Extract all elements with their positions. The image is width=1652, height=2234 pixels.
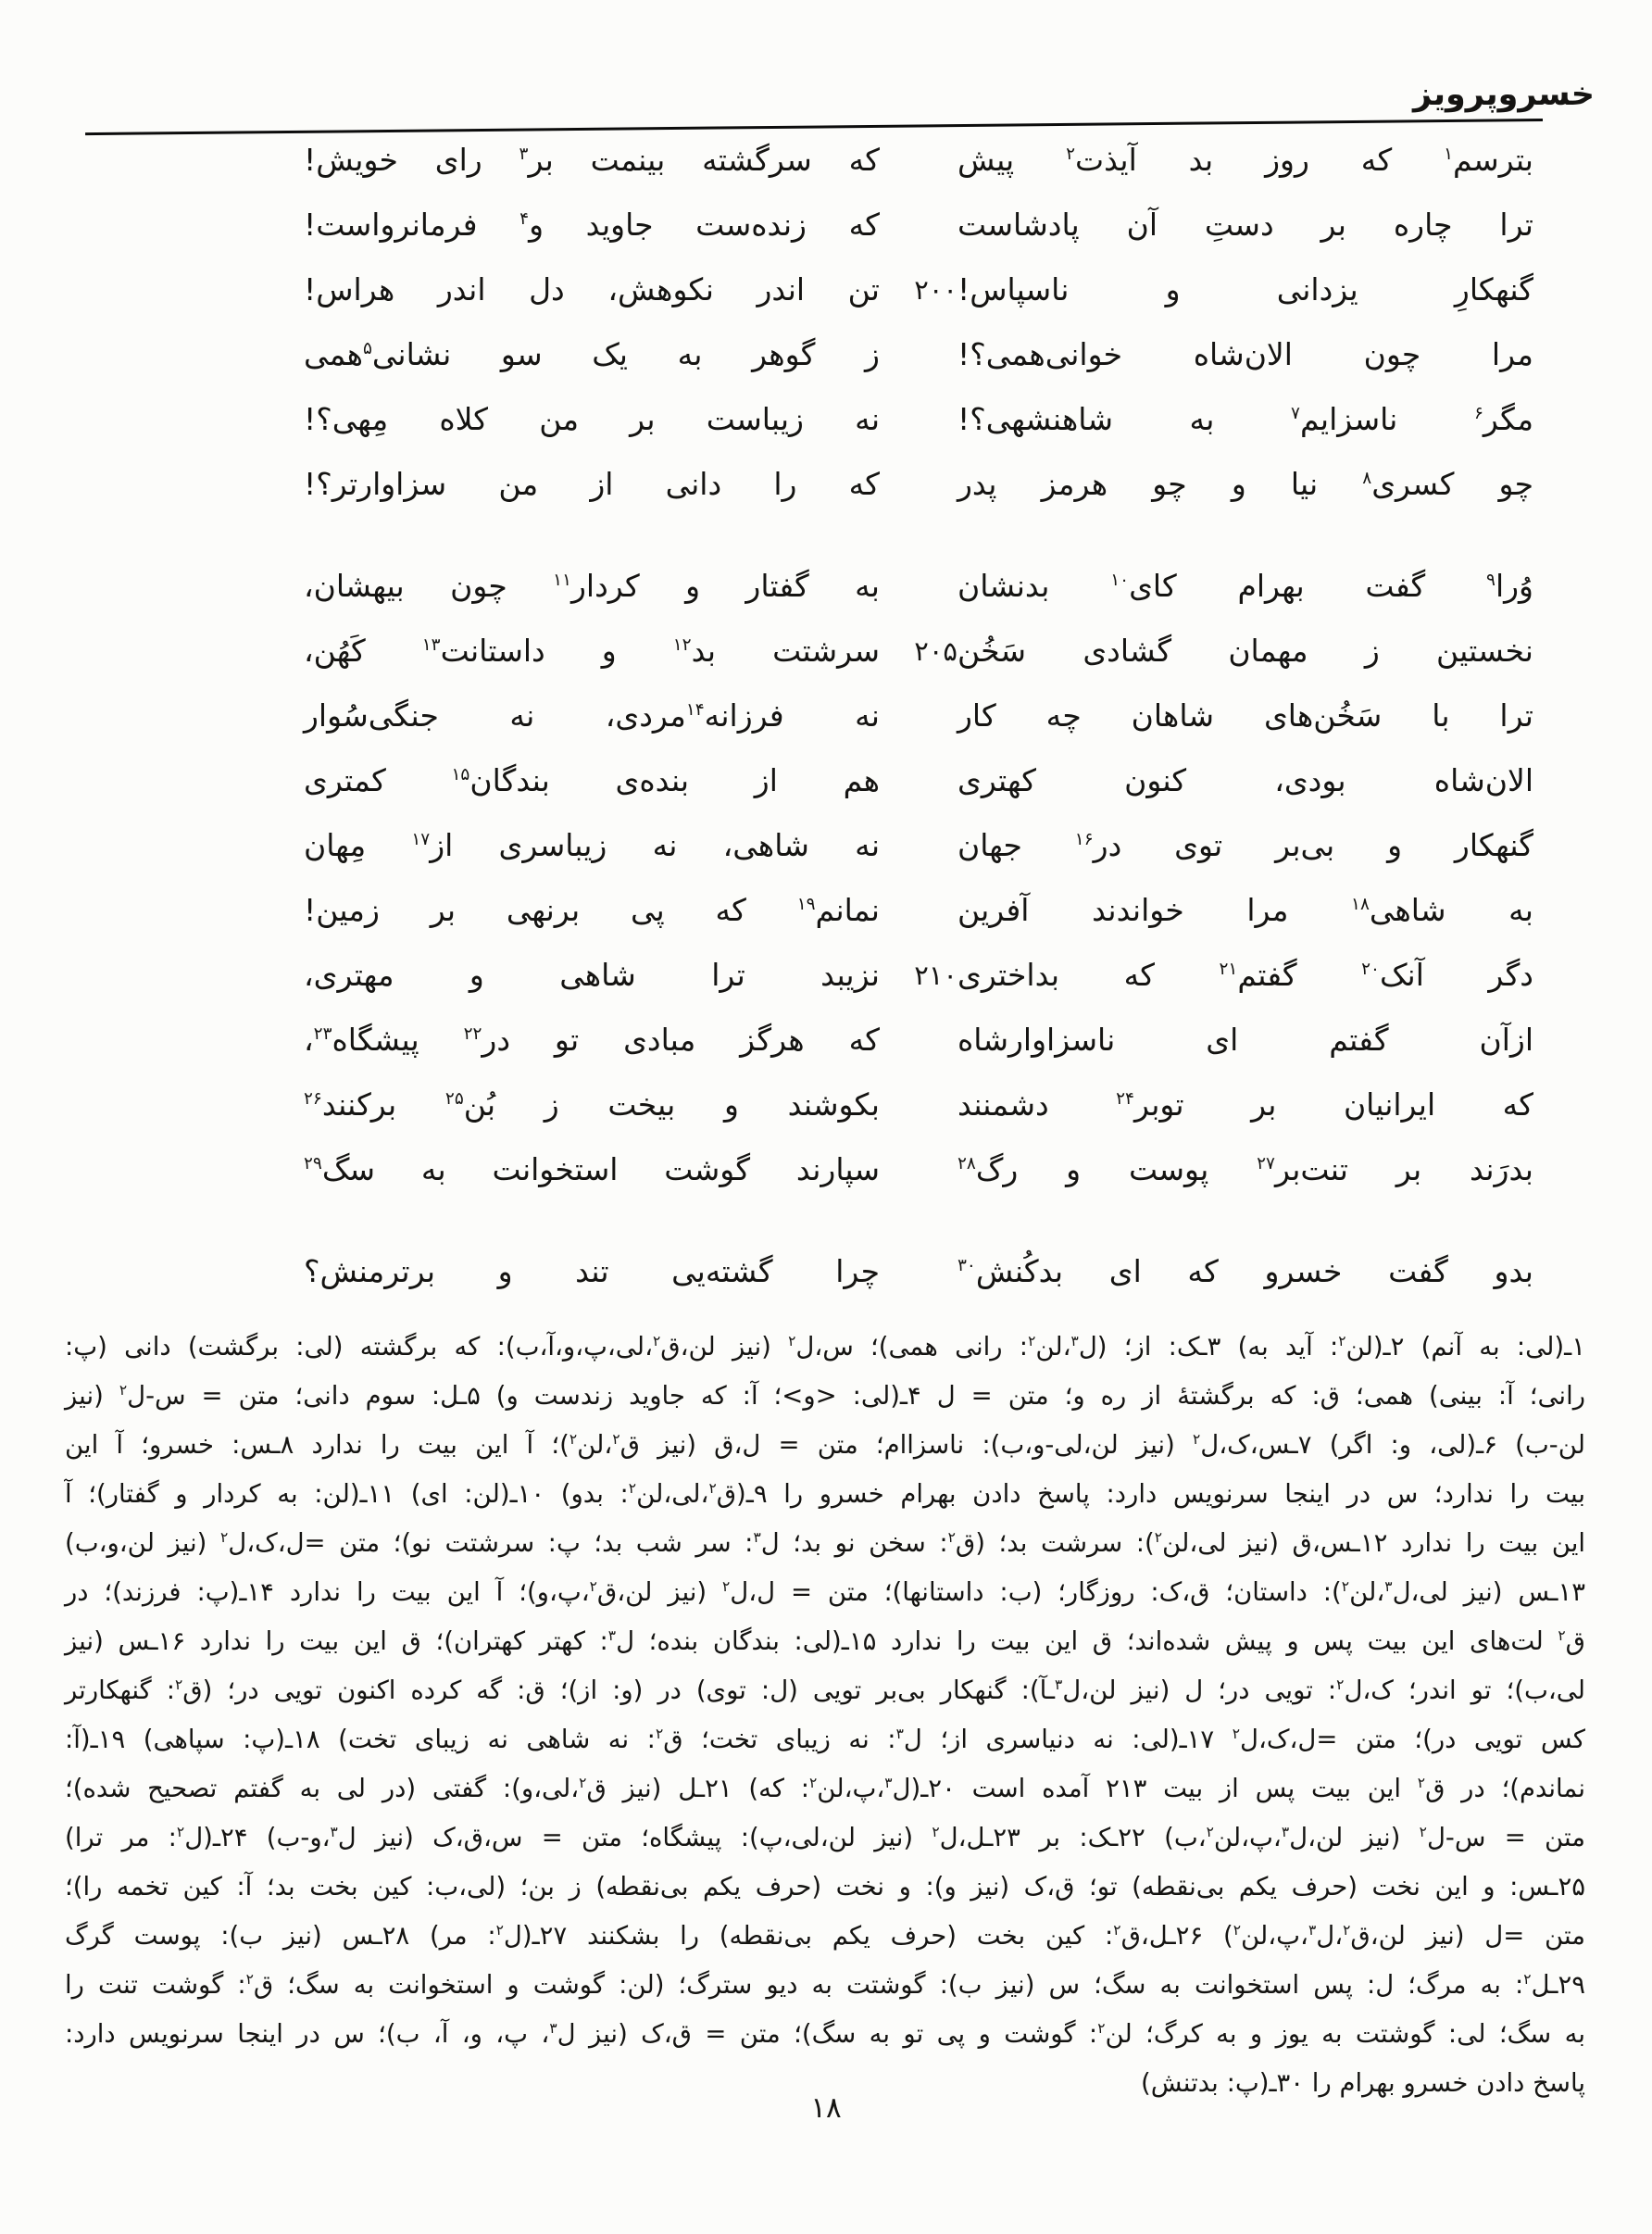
couplet-row xyxy=(304,128,1533,193)
couplet-row xyxy=(304,1073,1533,1137)
couplet-row xyxy=(304,813,1533,878)
hemistich-second: سرشتت بد$^{۱۲}$ و داستانت$^{۱۳}$ کَهُن، xyxy=(304,633,880,670)
hemistich-first: نخستین ز مهمان گشادی سَخُن xyxy=(957,633,1533,670)
stanza xyxy=(304,128,1533,517)
footnote-line: ۲۵ـس: و این نخت (حرف یکم بی‌نقطه) تو؛ ق،ک (نیز و): و نخت (حرف یکم بی‌نقطه) ز بن؛ (لی،ب: کین بخت بد؛ آ: کین تخمه را)؛ xyxy=(65,1872,1585,1901)
footnote-line: به سگ؛ لی: گوشتت به یوز و به کرگ؛ لن$^۲$: گوشت و پی تو به سگ)؛ متن = ق،ک (نیز ل$^۳$، پ، و، آ، ب)؛ س در اینجا سرنویس دارد: xyxy=(65,2019,1585,2049)
footnote-line: رانی؛ آ: بینی) همی؛ ق: که برگشتهٔ از ره و؛ متن = ل ۴ـ(لی: <و>؛ آ: که جاوید زندست و) ۵ـل: سوم دانی؛ متن = س-ل$^۲$ (نیز xyxy=(65,1381,1585,1411)
footnote-line: ق$^۲$ لت‌های این بیت پس و پیش شده‌اند؛ ق این بیت را ندارد ۱۵ـ(لی: بندگان بنده؛ ل$^۳$: کهتر کهتران)؛ ق این بیت را ندارد ۱۶ـس (نیز xyxy=(65,1626,1585,1656)
hemistich-second: سپارند گوشت استخوانت به سگ$^{۲۹}$ xyxy=(304,1151,880,1188)
verse-number: ۲۰۵ xyxy=(914,635,957,667)
couplet-row xyxy=(304,878,1533,943)
couplet-row xyxy=(304,1239,1533,1304)
page-header-title: خسروپرویز xyxy=(1413,76,1595,113)
hemistich-second: که هرگز مبادی تو در$^{۲۲}$ پیشگاه$^{۲۳}$، xyxy=(304,1022,881,1059)
hemistich-first: دگر آنک$^{۲۰}$ گفتم$^{۲۱}$ که بداختری xyxy=(957,957,1533,994)
stanza xyxy=(304,1239,1533,1304)
couplet-row xyxy=(304,193,1533,257)
footnote-line: ۱۳ـس (نیز لی،ل$^۳$،لن$^۲$): داستان؛ ق،ک: روزگار؛ (ب: داستانها)؛ متن = ل،ل$^۲$ (نیز لن،ق$^۲$،پ،و)؛ آ این بیت را ندارد ۱۴ـ(پ: فرزند)؛ در xyxy=(65,1577,1585,1607)
couplet-row xyxy=(304,684,1533,748)
hemistich-first: که ایرانیان بر توبر$^{۲۴}$ دشمنند xyxy=(957,1086,1533,1123)
couplet-row xyxy=(304,257,1533,322)
hemistich-second: که زنده‌ست جاوید و$^۴$ فرمانرواست! xyxy=(304,207,880,244)
hemistich-first: ترا با سَخُن‌های شاهان چه کار xyxy=(957,697,1533,734)
couplet-row xyxy=(304,943,1533,1008)
couplet-row xyxy=(304,387,1533,452)
hemistich-first: به شاهی$^{۱۸}$ مرا خواندند آفرین xyxy=(957,892,1533,929)
footnote-line: پاسخ دادن خسرو بهرام را ۳۰ـ(پ: بدتنش) xyxy=(1141,2068,1585,2098)
verse-number: ۲۱۰ xyxy=(914,960,957,991)
hemistich-first: گنهکارِ یزدانی و ناسپاس! xyxy=(957,271,1533,308)
hemistich-second: که سرگشته بینمت بر$^۳$ رای خویش! xyxy=(304,142,880,179)
hemistich-second: نمانم$^{۱۹}$ که پی برنهی بر زمین! xyxy=(304,892,880,929)
hemistich-first: مرا چون الان‌شاه خوانی‌همی؟! xyxy=(957,336,1533,373)
hemistich-first: ازآن گفتم ای ناسزاوارشاه xyxy=(957,1022,1533,1059)
footnote-line: ۱ـ(لی: به آنم) ۲ـ(لن$^۲$: آید به) ۳ـک: از؛ (ل$^۳$،لن$^۲$: رانی همی)؛ س،ل$^۲$ (نیز لن،ق$^۲$،لی،پ،و،آ،ب): که برگشته (لی: برگشت) دانی (پ: xyxy=(65,1332,1585,1362)
hemistich-second: بکوشند و بیخت ز بُن$^{۲۵}$ برکنند$^{۲۶}$ xyxy=(304,1086,880,1123)
hemistich-second: که را دانی از من سزاوارتر؟! xyxy=(304,466,880,503)
couplet-row xyxy=(304,1008,1533,1073)
footnote-line: این بیت را ندارد ۱۲ـس،ق (نیز لی،لن$^۲$): سرشت بد؛ (ق$^۲$: سخن نو بد؛ ل$^۳$: سر شب بد؛ پ: سرشتت نو)؛ متن =ل،ک،ل$^۲$ (نیز لن،و،ب) xyxy=(65,1528,1585,1558)
hemistich-first: بترسم$^۱$ که روز بد آیذت$^۲$ پیش xyxy=(957,142,1533,179)
couplet-row xyxy=(304,748,1533,813)
footnotes xyxy=(65,1323,1585,2108)
hemistich-second: نه زیباست بر من کلاه مِهی؟! xyxy=(304,401,880,438)
hemistich-second: چرا گشته‌یی تند و برترمنش؟ xyxy=(304,1253,880,1290)
hemistich-first: بدرَند بر تنت‌بر$^{۲۷}$ پوست و رگ$^{۲۸}$ xyxy=(957,1151,1533,1188)
hemistich-first: مگر$^۶$ ناسزایم$^۷$ به شاهنشهی؟! xyxy=(957,401,1533,438)
verse-number: ۲۰۰ xyxy=(914,274,957,306)
footnote-line: لی،ب)؛ تو اندر؛ ک،ل$^۲$: تویی در؛ ل (نیز لن،ل$^۳$ـآ): گنهکار بی‌بر تویی (ل: توی) در (و: از)؛ ق: گه کرده اکنون تویی در؛ (ق$^۲$: گنهکارتر xyxy=(65,1676,1586,1705)
hemistich-first: گنهکار و بی‌بر توی در$^{۱۶}$ جهان xyxy=(957,827,1534,864)
couplet-row xyxy=(304,322,1533,387)
footnote-line: متن = س-ل$^۲$ (نیز لن،ل$^۳$،پ،لن$^۲$،ب) ۲۲ـک: بر ۲۳ـل،ل$^۲$ (نیز لن،لی،پ): پیشگاه؛ متن = س،ق،ک (نیز ل$^۳$،و-ب) ۲۴ـ(ل$^۲$: مر ترا) xyxy=(65,1823,1585,1852)
footnote-line: کس تویی در)؛ متن =ل،ک،ل$^۲$ ۱۷ـ(لی: نه دنیاسری از؛ ل$^۳$: نه زیبای تخت؛ ق$^۲$: نه شاهی نه زیبای تخت) ۱۸ـ(پ: سپاهی) ۱۹ـ(آ: xyxy=(65,1725,1585,1754)
hemistich-second: تن اندر نکوهش، دل اندر هراس! xyxy=(304,271,880,308)
hemistich-first: ترا چاره بر دستِ آن پادشاست xyxy=(957,207,1533,244)
footnote-line: بیت را ندارد؛ س در اینجا سرنویس دارد: پاسخ دادن بهرام خسرو را ۹ـ(ق$^۲$،لی،لن$^۲$: بدو) ۱۰ـ(لن: ای) ۱۱ـ(لن: به کردار و گفتار)؛ آ xyxy=(65,1479,1585,1509)
page-number: ۱۸ xyxy=(810,2091,842,2125)
footnote-line: ۲۹ـل$^۲$: به مرگ؛ ل: پس استخوانت به سگ؛ س (نیز ب): گوشتت به دیو سترگ؛ (لن: گوشت و استخوانت به سگ؛ ق$^۲$: گوشت تنت را xyxy=(65,1970,1585,2000)
couplet-row xyxy=(304,554,1533,619)
couplet-row xyxy=(304,1137,1533,1202)
couplet-row xyxy=(304,452,1533,517)
couplet-row xyxy=(304,619,1533,684)
footnote-line: نماندم)؛ در ق$^۲$ این بیت پس از بیت ۲۱۳ آمده است ۲۰ـ(ل$^۳$،پ،لن$^۲$: که) ۲۱ـل (نیز ق$^۲$،لی،و): گفتی (در لی به گفتم تصحیح شده)؛ xyxy=(65,1774,1585,1803)
hemistich-second: ز گوهر به یک سو نشانی$^۵$همی xyxy=(304,336,880,373)
hemistich-first: چو کسری$^۸$ نیا و چو هرمز پدر xyxy=(957,466,1534,503)
poem xyxy=(304,128,1533,1304)
hemistich-first: وُرا$^۹$ گفت بهرام کای$^{۱۰}$ بدنشان xyxy=(957,568,1533,605)
hemistich-second: به گفتار و کردار$^{۱۱}$ چون بیهشان، xyxy=(304,568,880,605)
hemistich-first: بدو گفت خسرو که ای بدکُنش$^{۳۰}$ xyxy=(957,1253,1533,1290)
hemistich-second: نه فرزانه$^{۱۴}$مردی، نه جنگی‌سُوار xyxy=(304,697,880,734)
footnote-line: متن =ل (نیز لن،ق$^۲$،ل$^۳$،پ،لن$^۲$) ۲۶ـل،ق$^۲$: کین بخت (حرف یکم بی‌نقطه) را بشکنند ۲۷ـ(ل$^۲$: مر) ۲۸ـس (نیز ب): پوست گرگ xyxy=(65,1921,1585,1951)
hemistich-first: الان‌شاه بودی، کنون کهتری xyxy=(957,762,1533,799)
footnote-line: لن-ب) ۶ـ(لی، و: اگر) ۷ـس،ک،ل$^۲$ (نیز لن،لی-و،ب): ناسزاام؛ متن = ل،ق (نیز ق$^۲$،لن$^۲$)؛ آ این بیت را ندارد ۸ـس: خسرو؛ آ این xyxy=(65,1430,1586,1460)
hemistich-second: هم از بنده‌ی بندگان$^{۱۵}$ کمتری xyxy=(304,762,880,799)
hemistich-second: نزیبد ترا شاهی و مهتری، xyxy=(304,957,880,994)
hemistich-second: نه شاهی، نه زیباسری از$^{۱۷}$ مِهان xyxy=(304,827,880,864)
stanza xyxy=(304,554,1533,1202)
